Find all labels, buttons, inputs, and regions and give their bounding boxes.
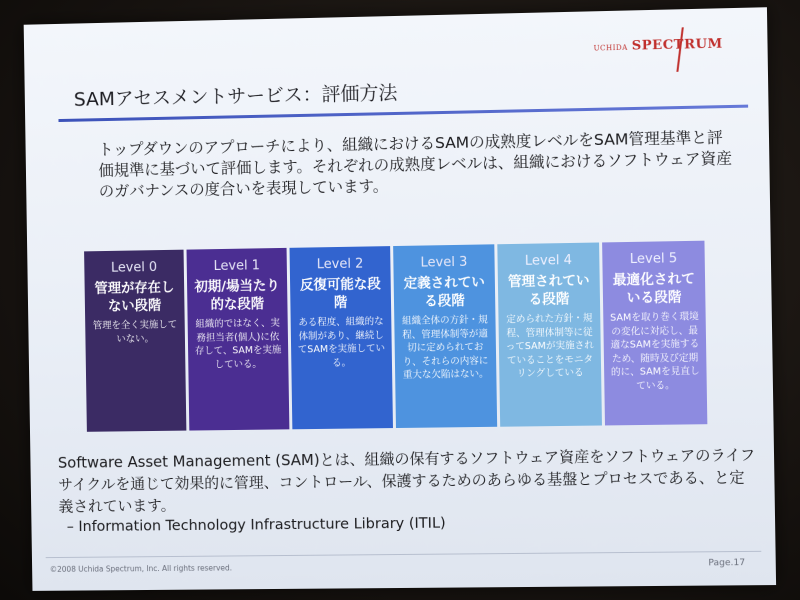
footer-divider [46, 551, 762, 558]
level-card-0 [84, 250, 186, 432]
level-description: 組織全体の方針・規程、管理体制等が適切に定められており、それらの内容に重大な欠陥はない。 [401, 314, 489, 381]
sam-definition: Software Asset Management (SAM)とは、組織の保有するソフトウェア資産をソフトウェアのライフサイクルを通じて効果的に管理、コントロール、保護するためのあらゆる基盤とプロセスである、と定義されています。 [57, 445, 756, 516]
logo-name: SPECTRUM [631, 36, 723, 54]
page-number: Page.17 [708, 558, 746, 569]
level-name: 初期/場当たり的な段階 [194, 277, 280, 313]
level-number: Level 0 [110, 260, 158, 276]
level-number: Level 1 [213, 258, 260, 275]
level-description: 組織的ではなく、実務担当者(個人)に依存して、SAMを実施している。 [194, 317, 282, 371]
level-name: 反復可能な段階 [299, 276, 381, 311]
logo-prefix: UCHIDA [593, 43, 628, 53]
level-name: 最適化されている段階 [612, 271, 696, 307]
level-name: 定義されている段階 [403, 274, 485, 310]
intro-paragraph: トップダウンのアプローチにより、組織におけるSAMの成熟度レベルをSAM管理基準と評価規準に基づいて評価します。それぞれの成熟度レベルは、組織におけるソフトウェア資産のガバナンスの度合いを表現しています。 [98, 128, 733, 201]
level-card-2 [290, 246, 393, 429]
level-card-4 [497, 242, 602, 426]
presentation-slide [24, 7, 776, 591]
level-description: ある程度、組織的な体制があり、継続してSAMを実施している。 [297, 316, 386, 369]
slide-title: SAMアセスメントサービス：評価方法 [73, 81, 398, 111]
level-number: Level 5 [629, 251, 678, 268]
level-number: Level 4 [524, 253, 573, 269]
definition-source: – Information Technology Infrastructure Library (ITIL) [66, 515, 446, 536]
level-description: 定められた方針・規程、管理体制等に従ってSAMが実施されていることをモニタリングしている [505, 312, 594, 380]
level-card-1 [187, 248, 290, 431]
level-name: 管理が存在しない段階 [94, 279, 175, 315]
level-card-5 [602, 241, 707, 426]
level-card-3 [393, 244, 497, 428]
copyright-notice: ©2008 Uchida Spectrum, Inc. All rights reserved. [49, 563, 233, 574]
level-description: 管理を全く実施していない。 [92, 319, 178, 345]
level-name: 管理されている段階 [507, 272, 590, 308]
level-number: Level 3 [420, 254, 468, 271]
level-description: SAMを取り巻く環境の変化に対応し、最適なSAMを実施するため、随時及び定期的に、SAMを見直している。 [610, 311, 700, 392]
level-number: Level 2 [316, 256, 364, 273]
maturity-levels [84, 241, 710, 430]
company-logo [593, 37, 722, 55]
